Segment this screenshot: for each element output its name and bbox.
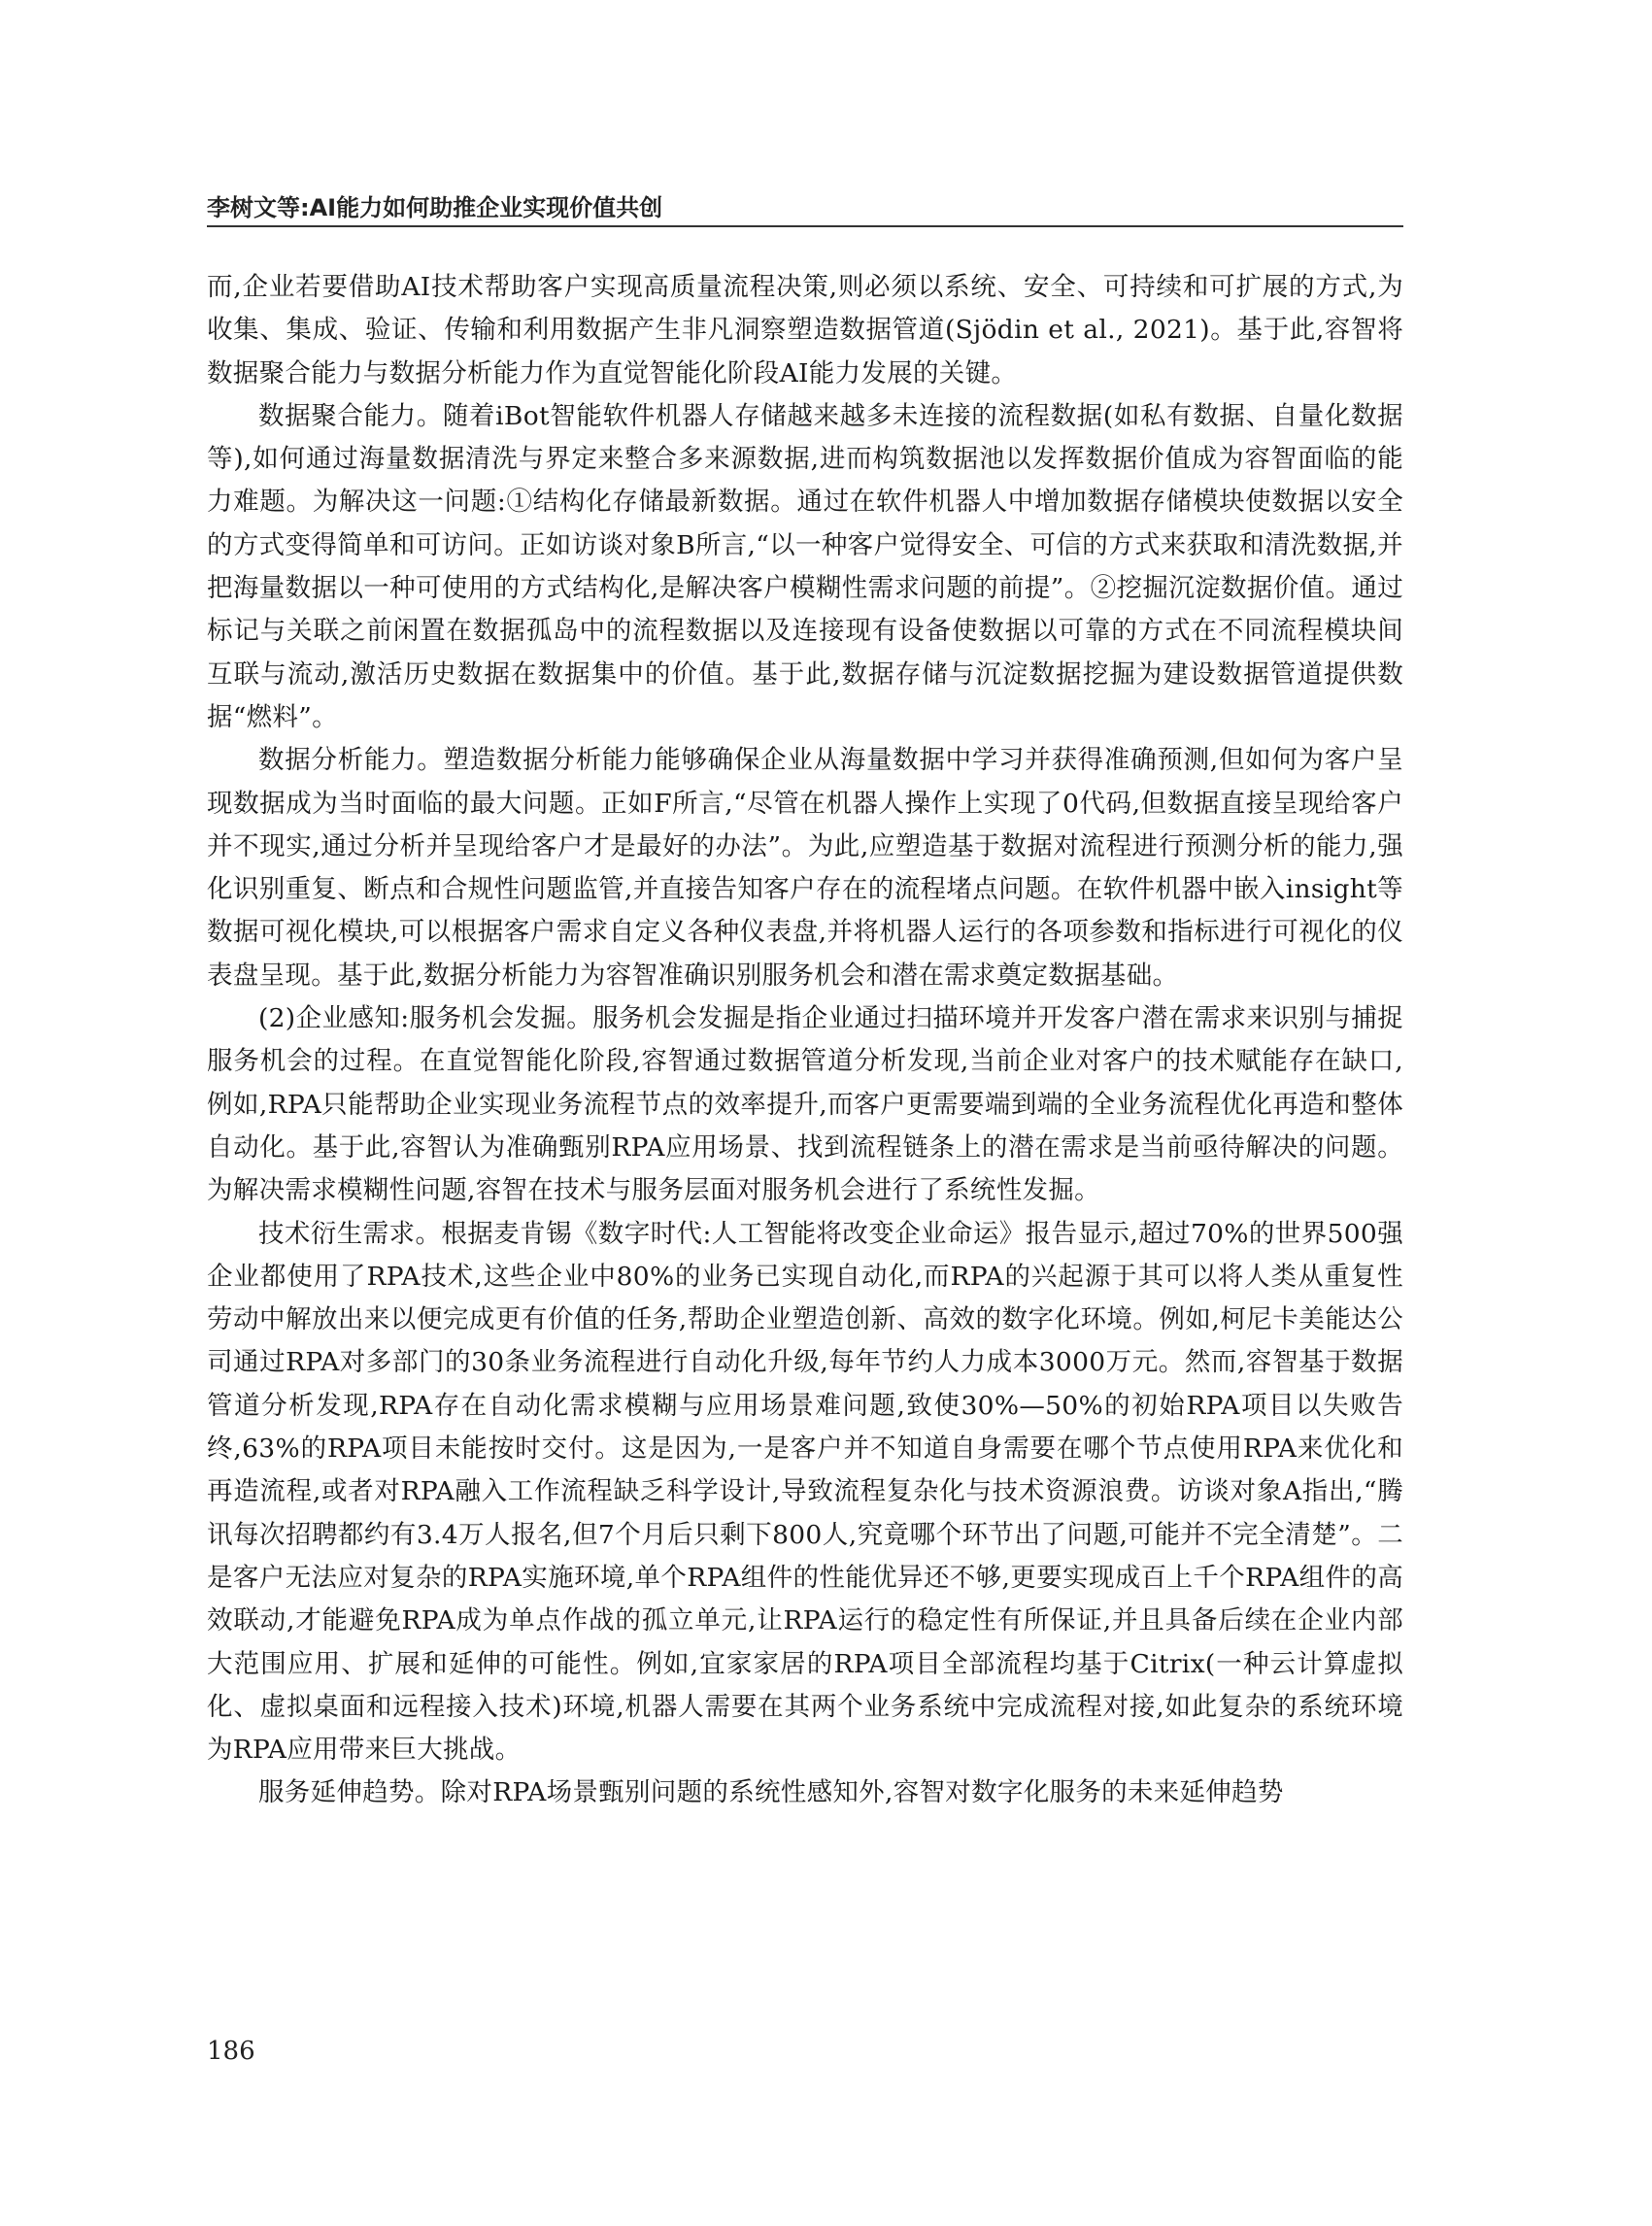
paragraph-service-extension: 服务延伸趋势。除对RPA场景甄别问题的系统性感知外,容智对数字化服务的未来延伸趋势 — [258, 1777, 1284, 1808]
paragraph-continuation: 而,企业若要借助AI技术帮助客户实现高质量流程决策,则必须以系统、安全、可持续和可扩展的方式,为收集、集成、验证、传输和利用数据产生非凡洞察塑造数据管道(Sjödin et al., 2021)。基于此,容智将数据聚合能力与数据分析能力作为直觉智能化阶段AI能力发展的关键。 — [207, 272, 1403, 388]
paragraph-data-aggregation: 数据聚合能力。随着iBot智能软件机器人存储越来越多未连接的流程数据(如私有数据、自量化数据等),如何通过海量数据清洗与界定来整合多来源数据,进而构筑数据池以发挥数据价值成为容智面临的能力难题。为解决这一问题:①结构化存储最新数据。通过在软件机器人中增加数据存储模块使数据以安全的方式变得简单和可访问。正如访谈对象B所言,“以一种客户觉得安全、可信的方式来获取和清洗数据,并把海量数据以一种可使用的方式结构化,是解决客户模糊性需求问题的前提”。②挖掘沉淀数据价值。通过标记与关联之前闲置在数据孤岛中的流程数据以及连接现有设备使数据以可靠的方式在不同流程模块间互联与流动,激活历史数据在数据集中的价值。基于此,数据存储与沉淀数据挖掘为建设数据管道提供数据“燃料”。 — [207, 400, 1403, 732]
page-number: 186 — [207, 2037, 255, 2066]
paragraph-technology-demand: 技术衍生需求。根据麦肯锡《数字时代:人工智能将改变企业命运》报告显示,超过70%的世界500强企业都使用了RPA技术,这些企业中80%的业务已实现自动化,而RPA的兴起源于其可以将人类从重复性劳动中解放出来以便完成更有价值的任务,帮助企业塑造创新、高效的数字化环境。例如,柯尼卡美能达公司通过RPA对多部门的30条业务流程进行自动化升级,每年节约人力成本3000万元。然而,容智基于数据管道分析发现,RPA存在自动化需求模糊与应用场景难问题,致使30%—50%的初始RPA项目以失败告终,63%的RPA项目未能按时交付。这是因为,一是客户并不知道自身需要在哪个节点使用RPA来优化和再造流程,或者对RPA融入工作流程缺乏科学设计,导致流程复杂化与技术资源浪费。访谈对象A指出,“腾讯每次招聘都约有3.4万人报名,但7个月后只剩下800人,究竟哪个环节出了问题,可能并不完全清楚”。二是客户无法应对复杂的RPA实施环境,单个RPA组件的性能优异还不够,更要实现成百上千个RPA组件的高效联动,才能避免RPA成为单点作战的孤立单元,让RPA运行的稳定性有所保证,并且具备后续在企业内部大范围应用、扩展和延伸的可能性。例如,宜家家居的RPA项目全部流程均基于Citrix(一种云计算虚拟化、虚拟桌面和远程接入技术)环境,机器人需要在其两个业务系统中完成流程对接,如此复杂的系统环境为RPA应用带来巨大挑战。 — [207, 1218, 1403, 1766]
header-rule — [207, 225, 1403, 227]
body-text — [207, 266, 1403, 1815]
paragraph-data-analysis: 数据分析能力。塑造数据分析能力能够确保企业从海量数据中学习并获得准确预测,但如何为客户呈现数据成为当时面临的最大问题。正如F所言,“尽管在机器人操作上实现了0代码,但数据直接呈现给客户并不现实,通过分析并呈现给客户才是最好的办法”。为此,应塑造基于数据对流程进行预测分析的能力,强化识别重复、断点和合规性问题监管,并直接告知客户存在的流程堵点问题。在软件机器中嵌入insight等数据可视化模块,可以根据客户需求自定义各种仪表盘,并将机器人运行的各项参数和指标进行可视化的仪表盘呈现。基于此,数据分析能力为容智准确识别服务机会和潜在需求奠定数据基础。 — [207, 745, 1403, 991]
running-header-title: 李树文等:AI能力如何助推企业实现价值共创 — [207, 194, 663, 221]
paragraph-enterprise-perception: (2)企业感知:服务机会发掘。服务机会发掘是指企业通过扫描环境并开发客户潜在需求来识别与捕捉服务机会的过程。在直觉智能化阶段,容智通过数据管道分析发现,当前企业对客户的技术赋能存在缺口,例如,RPA只能帮助企业实现业务流程节点的效率提升,而客户更需要端到端的全业务流程优化再造和整体自动化。基于此,容智认为准确甄别RPA应用场景、找到流程链条上的潜在需求是当前亟待解决的问题。为解决需求模糊性问题,容智在技术与服务层面对服务机会进行了系统性发掘。 — [207, 1003, 1403, 1206]
